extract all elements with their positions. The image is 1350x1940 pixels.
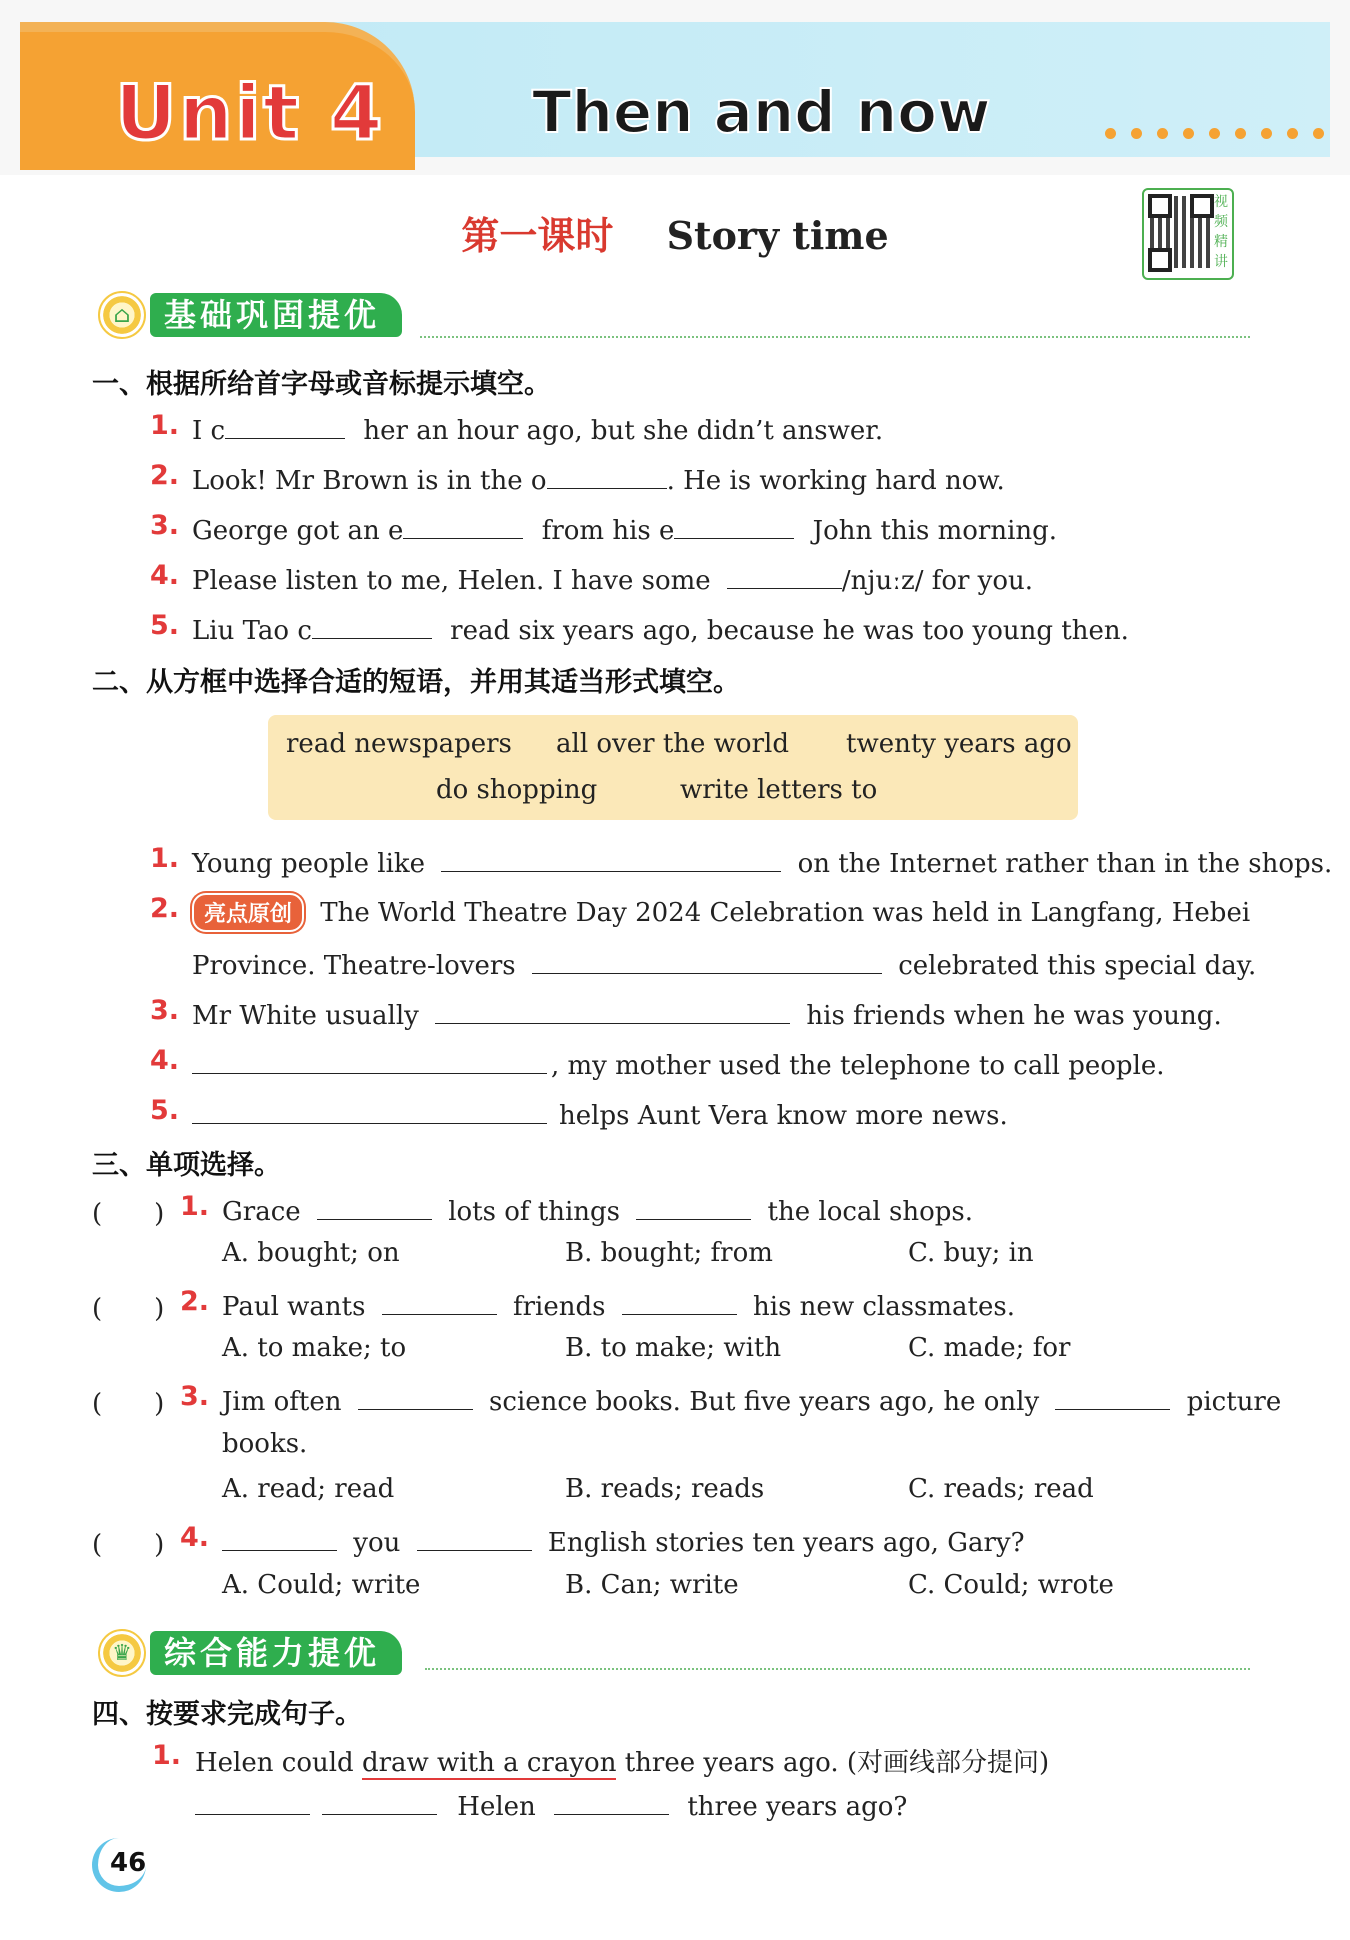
item-number: 1.: [150, 410, 180, 441]
text: I c: [192, 416, 226, 446]
option-a[interactable]: A. bought; on: [222, 1238, 400, 1268]
phrase-option: do shopping: [436, 775, 598, 805]
text: picture: [1186, 1387, 1282, 1417]
answer-blank[interactable]: [317, 1193, 432, 1220]
text: celebrated this special day.: [898, 951, 1257, 981]
text: on the Internet rather than in the shops.: [797, 849, 1333, 879]
phrase-option: all over the world: [556, 729, 789, 759]
option-b[interactable]: B. to make; with: [565, 1333, 782, 1363]
option-a[interactable]: A. read; read: [222, 1474, 395, 1504]
text: . He is working hard now.: [666, 466, 1005, 496]
text: John this morning.: [812, 516, 1058, 546]
qr-corner: [1148, 194, 1172, 218]
text: his new classmates.: [753, 1292, 1015, 1322]
answer-blank[interactable]: [727, 562, 842, 589]
trophy-icon: ♛: [98, 1629, 146, 1677]
answer-blank[interactable]: [403, 512, 523, 539]
item-number: 2.: [150, 460, 180, 491]
answer-blank[interactable]: [195, 1788, 310, 1815]
part1-heading: 一、根据所给首字母或音标提示填空。: [92, 369, 551, 400]
part2-item-3: [192, 997, 1222, 1031]
unit-label: Unit 4: [115, 68, 385, 157]
item-number: 1.: [150, 843, 180, 874]
text: Paul wants: [222, 1292, 366, 1322]
text: Province. Theatre-lovers: [192, 951, 516, 981]
item-number: 5.: [150, 610, 180, 641]
answer-blank[interactable]: [382, 1288, 497, 1315]
item-number: 1.: [152, 1740, 182, 1771]
text: Helen: [457, 1792, 536, 1822]
answer-blank[interactable]: [622, 1288, 737, 1315]
part4-answer-1: [195, 1788, 907, 1822]
answer-blank[interactable]: [192, 1097, 547, 1124]
part3-heading: 三、单项选择。: [92, 1150, 281, 1181]
option-b[interactable]: B. bought; from: [565, 1238, 773, 1268]
text: /njuːz/ for you.: [841, 566, 1034, 596]
qr-label: 视频精讲: [1214, 194, 1228, 270]
text: George got an e: [192, 516, 404, 546]
part3-item-2: [222, 1288, 1015, 1322]
answer-parentheses[interactable]: ( ): [92, 1294, 165, 1324]
text: science books. But five years ago, he only: [489, 1387, 1040, 1417]
text: Look! Mr Brown is in the o: [192, 466, 547, 496]
page-number: 46: [110, 1848, 147, 1878]
text: friends: [512, 1292, 606, 1322]
item-number: 4.: [150, 560, 180, 591]
answer-parentheses[interactable]: ( ): [92, 1199, 165, 1229]
item-number: 2.: [180, 1286, 210, 1317]
text: English stories ten years ago, Gary?: [547, 1528, 1025, 1558]
answer-blank[interactable]: [636, 1193, 751, 1220]
part1-item-2: [192, 462, 1005, 496]
option-a[interactable]: A. Could; write: [222, 1570, 421, 1600]
text: three years ago?: [687, 1792, 908, 1822]
text: her an hour ago, but she didn’t answer.: [363, 416, 884, 446]
item-number: 2.: [150, 893, 180, 924]
text: read six years ago, because he was too young then.: [450, 616, 1129, 646]
part2-item-1: [192, 845, 1332, 879]
answer-blank[interactable]: [312, 612, 432, 639]
text: Young people like: [192, 849, 426, 879]
part2-item-2-cont: [192, 947, 1256, 981]
answer-blank[interactable]: [225, 412, 345, 439]
qr-corner: [1148, 248, 1172, 272]
part1-item-4: [192, 562, 1033, 596]
answer-parentheses[interactable]: ( ): [92, 1389, 165, 1419]
text: Liu Tao c: [192, 616, 312, 646]
part2-item-4: [192, 1047, 1165, 1081]
text: his friends when he was young.: [806, 1001, 1222, 1031]
text: Please listen to me, Helen. I have some: [192, 566, 711, 596]
divider: [420, 336, 1250, 338]
unit-title: Then and now: [532, 78, 991, 146]
option-c[interactable]: C. Could; wrote: [908, 1570, 1114, 1600]
text: helps Aunt Vera know more news.: [559, 1101, 1008, 1131]
answer-blank[interactable]: [222, 1524, 337, 1551]
answer-blank[interactable]: [192, 1047, 547, 1074]
phrase-option: twenty years ago: [846, 729, 1072, 759]
section-label: 基础巩固提优: [150, 293, 402, 337]
item-number: 4.: [150, 1045, 180, 1076]
item-number: 4.: [180, 1522, 210, 1553]
instruction-note: (对画线部分提问): [846, 1748, 1050, 1778]
answer-parentheses[interactable]: ( ): [92, 1530, 165, 1560]
part3-item-4: [222, 1524, 1025, 1558]
page-header: [0, 0, 1350, 175]
answer-blank[interactable]: [417, 1524, 532, 1551]
text: you: [353, 1528, 401, 1558]
item-number: 3.: [150, 995, 180, 1026]
qr-code-icon[interactable]: [1142, 188, 1234, 280]
item-number: 5.: [150, 1095, 180, 1126]
phrase-option: read newspapers: [286, 729, 512, 759]
answer-blank[interactable]: [358, 1383, 473, 1410]
text: the local shops.: [767, 1197, 973, 1227]
underlined-phrase: draw with a crayon: [361, 1748, 617, 1778]
part2-item-2: [192, 893, 1250, 932]
divider: [425, 1668, 1250, 1670]
answer-blank[interactable]: [554, 1788, 669, 1815]
text: The World Theatre Day 2024 Celebration was held in Langfang, Hebei: [320, 898, 1251, 928]
part4-heading: 四、按要求完成句子。: [92, 1699, 362, 1730]
option-a[interactable]: A. to make; to: [222, 1333, 407, 1363]
text: Grace: [222, 1197, 301, 1227]
section-banner-basic: [98, 292, 402, 338]
text: from his e: [541, 516, 675, 546]
option-b[interactable]: B. Can; write: [565, 1570, 739, 1600]
answer-blank[interactable]: [435, 997, 790, 1024]
text: lots of things: [448, 1197, 620, 1227]
item-number: 3.: [150, 510, 180, 541]
house-icon: ⌂: [98, 291, 146, 339]
qr-corner: [1190, 194, 1214, 218]
part2-item-5: [192, 1097, 1008, 1131]
answer-blank[interactable]: [532, 947, 882, 974]
part1-item-3: [192, 512, 1057, 546]
answer-blank[interactable]: [674, 512, 794, 539]
answer-blank[interactable]: [441, 845, 781, 872]
section-label: 综合能力提优: [150, 1631, 402, 1675]
part3-item-1: [222, 1193, 973, 1227]
part1-item-5: [192, 612, 1129, 646]
item-number: 3.: [180, 1381, 210, 1412]
part2-heading: 二、从方框中选择合适的短语，并用其适当形式填空。: [92, 667, 740, 698]
item-number: 1.: [180, 1191, 210, 1222]
text: Mr White usually: [192, 1001, 419, 1031]
text: Helen could: [195, 1748, 362, 1778]
option-c[interactable]: C. made; for: [908, 1333, 1071, 1363]
option-b[interactable]: B. reads; reads: [565, 1474, 765, 1504]
section-banner-advanced: [98, 1630, 402, 1676]
part3-item-3: [222, 1383, 1281, 1417]
answer-blank[interactable]: [322, 1788, 437, 1815]
part3-item-3-cont: books.: [222, 1429, 308, 1459]
part4-item-1: [195, 1742, 1049, 1779]
option-c[interactable]: C. buy; in: [908, 1238, 1034, 1268]
phrase-option: write letters to: [680, 775, 878, 805]
original-tag: 亮点原创: [192, 893, 304, 932]
answer-blank[interactable]: [547, 462, 667, 489]
lesson-title-en: Story time: [666, 213, 889, 258]
part1-item-1: [192, 412, 883, 446]
lesson-title-cn: 第一课时: [461, 213, 614, 258]
text: Jim often: [222, 1387, 342, 1417]
text: three years ago.: [616, 1748, 839, 1778]
option-c[interactable]: C. reads; read: [908, 1474, 1094, 1504]
phrase-box: [268, 715, 1078, 820]
decorative-dots: [1105, 128, 1324, 139]
answer-blank[interactable]: [1055, 1383, 1170, 1410]
text: , my mother used the telephone to call people.: [551, 1051, 1165, 1081]
